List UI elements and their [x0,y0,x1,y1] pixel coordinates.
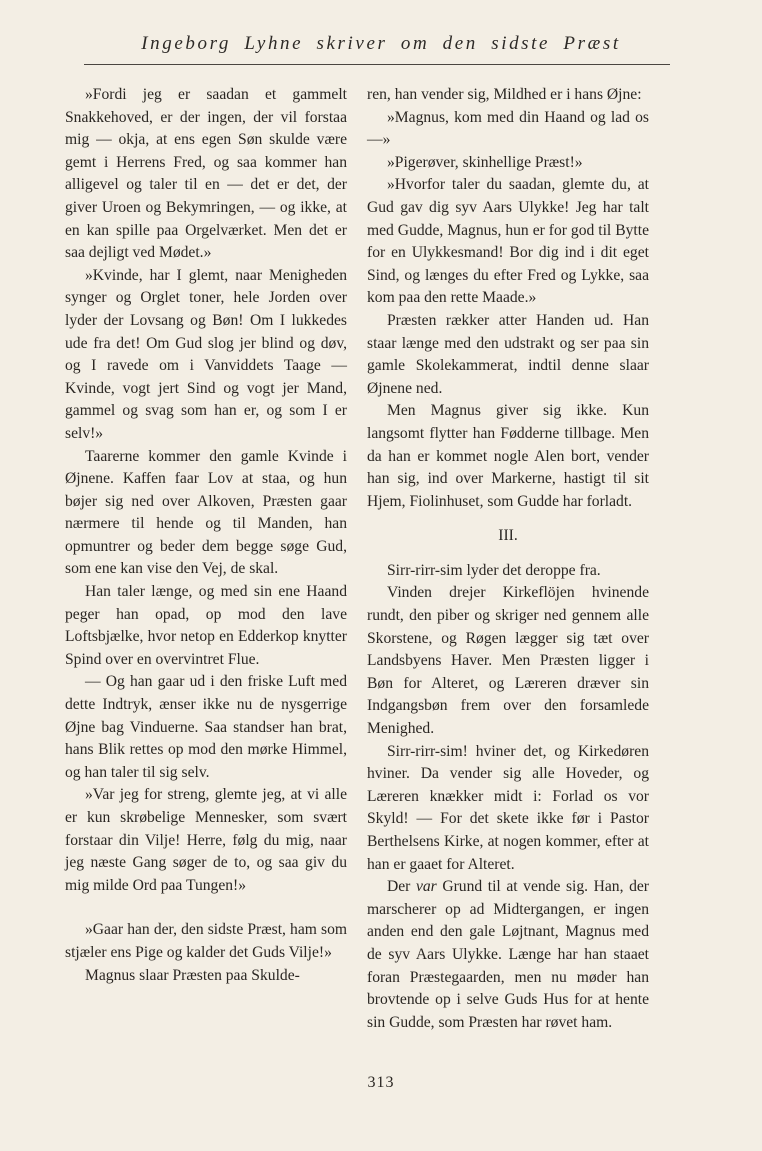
right-paragraph-10 [367,876,649,1034]
right-paragraph-9: Sirr-rirr-sim! hviner det, og Kirkedøren hviner. Da vender sig alle Hoveder, og Læreren knækker midt i: Forlad os vor Skyld! — For det skete ikke før i Pastor Berthelsens Kirke, at nogen kommer, efter at han er gaaet for Alteret. [367,742,649,873]
right-column [367,84,649,1034]
left-paragraph-2: »Kvinde, har I glemt, naar Menigheden synger og Orglet toner, hele Jorden over lyder der Lovsang og Bøn! Om I lukkedes ude fra det! Om Gud slog jer blind og døv, og I ravede om i Vanviddets Taage — Kvinde, vogt jert Sind og vogt jer Mand, gammel og svag som han er, og som I er selv!» [65,266,347,442]
right-paragraph-8: Vinden drejer Kirkeflöjen hvinende rundt, den piber og skriger ned gennem alle Skorstene, og Røgen lægger sig tæt over Landsbyens Haver. Men Præsten ligger i Bøn for Alteret, og Læreren dræver sin Indgangsbøn frem over den forsamlede Menighed. [367,584,649,738]
left-paragraph-1: »Fordi jeg er saadan et gammelt Snakkehoved, er der ingen, der vil forstaa mig — okja, at ens egen Søn skulde være gemt i Herrens Fred, og saa kommer han alligevel og taler til en — det er det, der giver Uroen og Bekymringen, — og ikke, at en kan spille paa Orgelværket. Men det er saa dejligt ved Mødet.» [65,86,347,262]
header-rule [84,64,670,65]
running-title: Ingeborg Lyhne skriver om den sidste Præst [141,33,621,54]
paragraph-gap [65,897,347,919]
left-paragraph-8: Magnus slaar Præsten paa Skulde- [85,966,300,984]
right-paragraph-5: Præsten rækker atter Handen ud. Han staar længe med den udstrakt og ser paa sin gamle Skolekammerat, indtil denne slaar Øjnene ned. [367,311,649,397]
right-paragraph-3: »Pigerøver, skinhellige Præst!» [387,153,583,171]
right-paragraph-4: »Hvorfor taler du saadan, glemte du, at Gud gav dig syv Aars Ulykke! Jeg har talt med Gudde, Magnus, hun er for god til Bytte for en Ulykkesmand! Bor dig ind i dit eget Sind, og længes du efter Fred og Lykke, saa kom paa den rette Maade.» [367,176,649,307]
left-paragraph-4: Han taler længe, og med sin ene Haand peger han opad, op mod den lave Loftsbjælke, hvor netop en Edderkop knytter Spind over en overvintret Flue. [65,583,347,668]
left-paragraph-3: Taarerne kommer den gamle Kvinde i Øjnene. Kaffen faar Lov at staa, og hun bøjer sig ned over Alkoven, Præsten gaar nærmere til hende og til Manden, han opmuntrer og beder dem begge søge Gud, som ene kan vise den Vej, de skal. [65,447,347,578]
left-paragraph-6: »Var jeg for streng, glemte jeg, at vi alle er kun skrøbelige Mennesker, som svært forstaar din Vilje! Herre, følg du mig, naar jeg næste Gang søger de to, og saa giv du mig milde Ord paa Tungen!» [65,786,347,894]
left-paragraph-5: — Og han gaar ud i den friske Luft med dette Indtryk, ænser ikke nu de nysgerrige Øjne bag Vinduerne. Saa standser han brat, hans Blik rettes op mod den mørke Himmel, og han taler til sig selv. [65,673,347,781]
right-paragraph-1: ren, han vender sig, Mildhed er i hans Øjne: [367,86,642,103]
right-paragraph-2: »Magnus, kom med din Haand og lad os —» [367,108,649,149]
right-paragraph-10-start: Der [387,878,416,896]
right-paragraph-10-emphasis: var [415,878,437,896]
left-paragraph-7: »Gaar han der, den sidste Præst, ham som stjæler ens Pige og kalder det Guds Vilje!» [65,921,347,961]
right-paragraph-7: Sirr-rirr-sim lyder det deroppe fra. [387,561,601,579]
section-heading: III. [498,527,518,545]
page-number: 313 [367,1074,395,1091]
right-paragraph-10-rest: Grund til at vende sig. Han, der marscherer op ad Midtergangen, er ingen anden end den gale Løjtnant, Magnus med de syv Aars Ulykke. Længe har han staaet foran Præstegaarden, men nu møder han brovtende op i selve Guds Hus for at hente sin Gudde, som Præsten har røvet ham. [367,878,649,1031]
right-paragraph-6: Men Magnus giver sig ikke. Kun langsomt flytter han Fødderne tillbage. Men da han er kommet nogle Alen bort, vender han sig, ind over Markerne, hastigt til sit Hjem, Fiolinhuset, som Gudde har forladt. [367,402,649,510]
left-column [65,84,347,987]
